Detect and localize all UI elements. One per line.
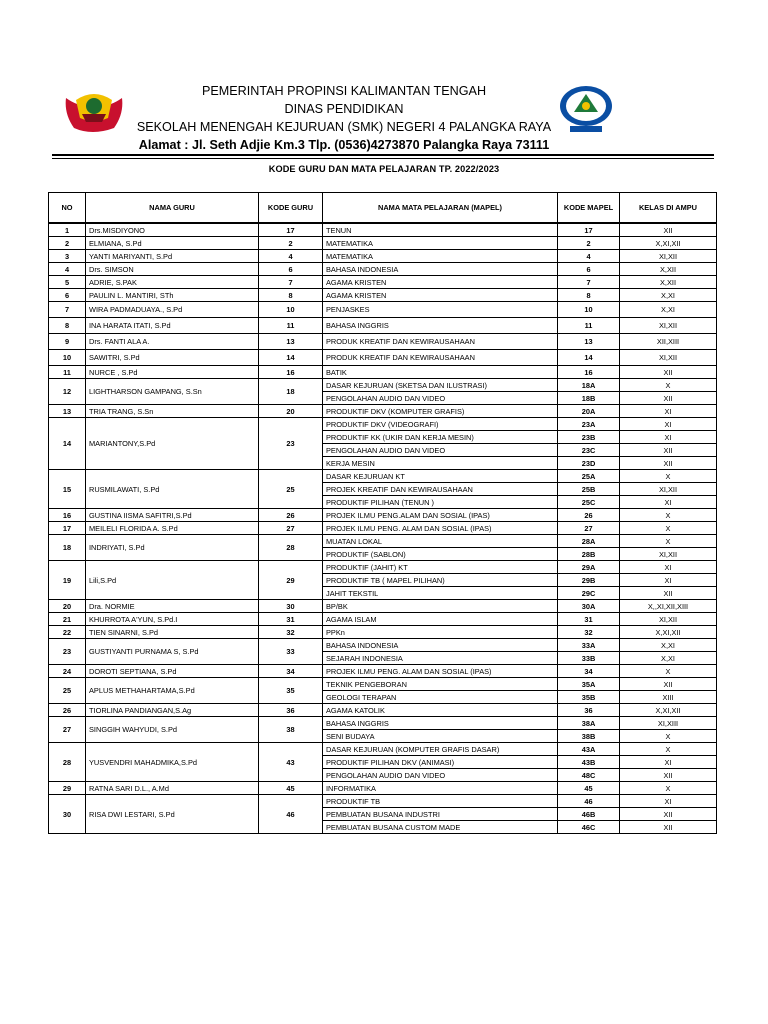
table-row [49,613,717,626]
table-row [49,318,717,334]
cell-teacher-name: DOROTI SEPTIANA, S.Pd [86,665,259,678]
cell-classes: X [620,509,717,522]
cell-subject-code: 6 [558,263,620,276]
table-row [49,600,717,613]
cell-subject-code: 31 [558,613,620,626]
cell-subject-name: AGAMA KATOLIK [323,704,558,717]
cell-teacher-code: 18 [259,379,323,405]
cell-subject-name: SEJARAH INDONESIA [323,652,558,665]
table-row [49,639,717,652]
cell-subject-code: 46C [558,821,620,834]
cell-subject-code: 28B [558,548,620,561]
cell-subject-name: PEMBUATAN BUSANA CUSTOM MADE [323,821,558,834]
cell-no: 5 [49,276,86,289]
column-header-kelas: KELAS DI AMPU [620,193,717,224]
cell-subject-name: MUATAN LOKAL [323,535,558,548]
cell-subject-name: AGAMA KRISTEN [323,289,558,302]
table-row [49,334,717,350]
cell-subject-name: PROJEK ILMU PENG. ALAM DAN SOSIAL (IPAS) [323,522,558,535]
cell-teacher-code: 25 [259,470,323,509]
cell-classes: XII [620,587,717,600]
cell-subject-code: 28A [558,535,620,548]
cell-classes: X,XI [620,289,717,302]
cell-classes: XI [620,418,717,431]
table-row [49,250,717,263]
cell-subject-name: DASAR KEJURUAN KT [323,470,558,483]
cell-no: 17 [49,522,86,535]
table-row [49,522,717,535]
letterhead-rule-thin [52,158,714,159]
cell-teacher-code: 17 [259,223,323,237]
cell-teacher-code: 27 [259,522,323,535]
cell-subject-code: 46B [558,808,620,821]
cell-subject-code: 18A [558,379,620,392]
cell-teacher-code: 34 [259,665,323,678]
cell-teacher-name: TRIA TRANG, S.Sn [86,405,259,418]
cell-no: 2 [49,237,86,250]
table-row [49,665,717,678]
cell-teacher-code: 11 [259,318,323,334]
cell-subject-name: PRODUK KREATIF DAN KEWIRAUSAHAAN [323,350,558,366]
table-row [49,704,717,717]
cell-classes: XI [620,405,717,418]
cell-teacher-name: WIRA PADMADUAYA., S.Pd [86,302,259,318]
cell-subject-name: PPKn [323,626,558,639]
cell-no: 25 [49,678,86,704]
cell-teacher-name: ELMIANA, S.Pd [86,237,259,250]
cell-teacher-code: 30 [259,600,323,613]
cell-subject-name: PENGOLAHAN AUDIO DAN VIDEO [323,392,558,405]
cell-classes: XII [620,678,717,691]
cell-no: 28 [49,743,86,782]
cell-subject-name: AGAMA ISLAM [323,613,558,626]
cell-classes: X,XII [620,263,717,276]
table-row [49,276,717,289]
cell-teacher-name: LIGHTHARSON GAMPANG, S.Sn [86,379,259,405]
cell-teacher-name: TIORLINA PANDIANGAN,S.Ag [86,704,259,717]
table-row [49,289,717,302]
cell-teacher-code: 20 [259,405,323,418]
cell-teacher-name: RUSMILAWATI, S.Pd [86,470,259,509]
cell-teacher-code: 26 [259,509,323,522]
cell-subject-name: BAHASA INDONESIA [323,639,558,652]
cell-subject-name: MATEMATIKA [323,250,558,263]
cell-classes: X [620,379,717,392]
cell-subject-name: INFORMATIKA [323,782,558,795]
cell-subject-code: 27 [558,522,620,535]
cell-teacher-name: ADRIE, S.PAK [86,276,259,289]
cell-no: 19 [49,561,86,600]
cell-no: 12 [49,379,86,405]
cell-subject-name: BATIK [323,366,558,379]
cell-classes: X,XI,XII [620,626,717,639]
cell-subject-name: GEOLOGI TERAPAN [323,691,558,704]
table-row [49,302,717,318]
cell-classes: XII [620,821,717,834]
cell-classes: X,XI,XII [620,704,717,717]
table-row [49,626,717,639]
table-row [49,405,717,418]
table-body [49,223,717,834]
cell-subject-code: 10 [558,302,620,318]
cell-subject-code: 25A [558,470,620,483]
cell-classes: XII,XIII [620,334,717,350]
cell-teacher-code: 29 [259,561,323,600]
column-header-no: NO [49,193,86,224]
cell-teacher-name: Drs. FANTI ALA A. [86,334,259,350]
cell-subject-code: 7 [558,276,620,289]
cell-subject-code: 18B [558,392,620,405]
cell-teacher-name: RATNA SARI D.L., A.Md [86,782,259,795]
cell-subject-name: PROJEK ILMU PENG.ALAM DAN SOSIAL (IPAS) [323,509,558,522]
cell-no: 11 [49,366,86,379]
cell-subject-name: BAHASA INDONESIA [323,263,558,276]
table-row [49,379,717,392]
table-row [49,223,717,237]
cell-subject-name: PRODUKTIF KK (UKIR DAN KERJA MESIN) [323,431,558,444]
cell-classes: XI,XII [620,548,717,561]
cell-subject-code: 33B [558,652,620,665]
cell-subject-name: PRODUKTIF PILIHAN DKV (ANIMASI) [323,756,558,769]
cell-classes: XI,XII [620,613,717,626]
cell-subject-name: PRODUKTIF DKV (KOMPUTER GRAFIS) [323,405,558,418]
cell-teacher-name: Lili,S.Pd [86,561,259,600]
cell-no: 7 [49,302,86,318]
cell-no: 18 [49,535,86,561]
cell-classes: XI [620,795,717,808]
table-row [49,717,717,730]
table-row [49,509,717,522]
cell-no: 26 [49,704,86,717]
column-header-mapel: NAMA MATA PELAJARAN (MAPEL) [323,193,558,224]
cell-subject-code: 38B [558,730,620,743]
cell-subject-code: 16 [558,366,620,379]
cell-classes: X [620,665,717,678]
cell-subject-code: 43A [558,743,620,756]
cell-classes: XII [620,444,717,457]
cell-subject-name: PRODUKTIF (JAHIT) KT [323,561,558,574]
cell-classes: XIII [620,691,717,704]
cell-teacher-name: INDRIYATI, S.Pd [86,535,259,561]
cell-teacher-code: 33 [259,639,323,665]
cell-subject-code: 45 [558,782,620,795]
cell-teacher-code: 38 [259,717,323,743]
cell-teacher-name: SAWITRI, S.Pd [86,350,259,366]
cell-subject-code: 35A [558,678,620,691]
cell-no: 27 [49,717,86,743]
document-title: KODE GURU DAN MATA PELAJARAN TP. 2022/2023 [268,164,500,174]
cell-subject-name: PRODUKTIF PILIHAN (TENUN ) [323,496,558,509]
cell-subject-code: 23B [558,431,620,444]
cell-classes: XII [620,457,717,470]
cell-classes: X [620,535,717,548]
cell-subject-code: 2 [558,237,620,250]
cell-teacher-code: 2 [259,237,323,250]
cell-no: 23 [49,639,86,665]
cell-subject-name: PENGOLAHAN AUDIO DAN VIDEO [323,444,558,457]
column-header-nama-guru: NAMA GURU [86,193,259,224]
cell-subject-code: 8 [558,289,620,302]
cell-teacher-name: GUSTINA IISMA SAFITRI,S.Pd [86,509,259,522]
cell-teacher-name: TIEN SINARNI, S.Pd [86,626,259,639]
cell-no: 8 [49,318,86,334]
cell-no: 4 [49,263,86,276]
cell-classes: X,XI,XII [620,237,717,250]
cell-teacher-name: Drs. SIMSON [86,263,259,276]
cell-teacher-code: 10 [259,302,323,318]
cell-teacher-name: YANTI MARIYANTI, S.Pd [86,250,259,263]
cell-subject-name: PRODUKTIF TB ( MAPEL PILIHAN) [323,574,558,587]
cell-teacher-code: 43 [259,743,323,782]
cell-subject-name: PEMBUATAN BUSANA INDUSTRI [323,808,558,821]
cell-no: 15 [49,470,86,509]
cell-subject-code: 26 [558,509,620,522]
cell-no: 3 [49,250,86,263]
cell-teacher-code: 8 [259,289,323,302]
table-row [49,350,717,366]
cell-classes: X,XI [620,652,717,665]
cell-subject-name: TEKNIK PENGEBORAN [323,678,558,691]
table-row [49,743,717,756]
cell-no: 16 [49,509,86,522]
cell-subject-name: BAHASA INGGRIS [323,318,558,334]
cell-subject-code: 11 [558,318,620,334]
cell-teacher-code: 13 [259,334,323,350]
cell-subject-code: 23A [558,418,620,431]
cell-classes: XII [620,392,717,405]
cell-no: 1 [49,223,86,237]
letterhead-line-2: DINAS PENDIDIKAN [284,102,404,116]
cell-subject-name: PRODUKTIF DKV (VIDEOGRAFI) [323,418,558,431]
cell-subject-code: 34 [558,665,620,678]
cell-subject-name: KERJA MESIN [323,457,558,470]
cell-subject-name: PENJASKES [323,302,558,318]
cell-teacher-code: 46 [259,795,323,834]
cell-subject-name: PRODUKTIF (SABLON) [323,548,558,561]
provincial-emblem-logo [62,84,126,134]
cell-classes: XII [620,808,717,821]
cell-teacher-name: INA HARATA ITATI, S.Pd [86,318,259,334]
table-row [49,470,717,483]
cell-classes: XI [620,431,717,444]
cell-subject-name: PROJEK ILMU PENG. ALAM DAN SOSIAL (IPAS) [323,665,558,678]
cell-no: 10 [49,350,86,366]
cell-subject-code: 4 [558,250,620,263]
teacher-subject-table [48,192,717,834]
cell-subject-code: 14 [558,350,620,366]
cell-classes: X,XI [620,302,717,318]
cell-no: 13 [49,405,86,418]
cell-teacher-name: SINGGIH WAHYUDI, S.Pd [86,717,259,743]
cell-classes: XI,XII [620,250,717,263]
cell-teacher-code: 7 [259,276,323,289]
cell-classes: XII [620,769,717,782]
cell-teacher-name: Drs.MISDIYONO [86,223,259,237]
cell-classes: XI [620,756,717,769]
cell-no: 24 [49,665,86,678]
cell-subject-code: 25B [558,483,620,496]
table-row [49,535,717,548]
cell-subject-name: PENGOLAHAN AUDIO DAN VIDEO [323,769,558,782]
cell-teacher-code: 35 [259,678,323,704]
cell-teacher-name: MEILELI FLORIDA A. S.Pd [86,522,259,535]
cell-classes: X,XI [620,639,717,652]
letterhead-address: Alamat : Jl. Seth Adjie Km.3 Tlp. (0536)4273870 Palangka Raya 73111 [138,138,550,152]
cell-no: 21 [49,613,86,626]
cell-teacher-code: 6 [259,263,323,276]
cell-subject-name: DASAR KEJURUAN (SKETSA DAN ILUSTRASI) [323,379,558,392]
cell-subject-code: 36 [558,704,620,717]
column-header-kode-guru: KODE GURU [259,193,323,224]
cell-teacher-code: 14 [259,350,323,366]
cell-classes: X,XII [620,276,717,289]
cell-subject-code: 13 [558,334,620,350]
table-row [49,366,717,379]
cell-subject-code: 29C [558,587,620,600]
cell-subject-code: 23C [558,444,620,457]
cell-subject-name: JAHIT TEKSTIL [323,587,558,600]
cell-teacher-code: 28 [259,535,323,561]
cell-teacher-code: 23 [259,418,323,470]
cell-teacher-code: 36 [259,704,323,717]
letterhead-rule-thick [52,154,714,156]
cell-no: 9 [49,334,86,350]
cell-subject-name: BAHASA INGGRIS [323,717,558,730]
cell-subject-code: 29A [558,561,620,574]
cell-subject-code: 46 [558,795,620,808]
cell-no: 29 [49,782,86,795]
cell-no: 14 [49,418,86,470]
cell-teacher-name: GUSTIYANTI PURNAMA S, S.Pd [86,639,259,665]
cell-classes: XI [620,574,717,587]
cell-classes: X [620,743,717,756]
cell-subject-code: 25C [558,496,620,509]
cell-teacher-name: APLUS METHAHARTAMA,S.Pd [86,678,259,704]
cell-teacher-code: 31 [259,613,323,626]
cell-classes: XI [620,561,717,574]
cell-classes: XI,XII [620,318,717,334]
cell-classes: XI [620,496,717,509]
cell-teacher-name: RISA DWI LESTARI, S.Pd [86,795,259,834]
cell-subject-code: 38A [558,717,620,730]
table-row [49,678,717,691]
cell-subject-name: DASAR KEJURUAN (KOMPUTER GRAFIS DASAR) [323,743,558,756]
cell-classes: XI,XII [620,483,717,496]
letterhead [124,82,564,154]
table-row [49,237,717,250]
cell-subject-code: 35B [558,691,620,704]
letterhead-line-3: SEKOLAH MENENGAH KEJURUAN (SMK) NEGERI 4 PALANGKA RAYA [136,120,552,134]
cell-subject-name: SENI BUDAYA [323,730,558,743]
cell-subject-name: AGAMA KRISTEN [323,276,558,289]
cell-subject-code: 30A [558,600,620,613]
cell-subject-name: BP/BK [323,600,558,613]
school-logo [556,82,616,136]
cell-no: 6 [49,289,86,302]
cell-classes: X,,XI,XII,XIII [620,600,717,613]
cell-subject-code: 20A [558,405,620,418]
cell-subject-code: 23D [558,457,620,470]
cell-classes: XI,XIII [620,717,717,730]
cell-subject-code: 29B [558,574,620,587]
cell-classes: XII [620,366,717,379]
table-row [49,795,717,808]
cell-subject-code: 32 [558,626,620,639]
cell-teacher-code: 16 [259,366,323,379]
cell-subject-name: MATEMATIKA [323,237,558,250]
cell-subject-code: 43B [558,756,620,769]
cell-classes: XII [620,223,717,237]
cell-no: 22 [49,626,86,639]
cell-no: 20 [49,600,86,613]
cell-subject-code: 33A [558,639,620,652]
table-row [49,561,717,574]
column-header-kode-mapel: KODE MAPEL [558,193,620,224]
cell-teacher-code: 4 [259,250,323,263]
cell-classes: X [620,730,717,743]
table-row [49,418,717,431]
cell-subject-code: 17 [558,223,620,237]
table-header-row [49,193,717,224]
cell-subject-name: PROJEK KREATIF DAN KEWIRAUSAHAAN [323,483,558,496]
letterhead-line-1: PEMERINTAH PROPINSI KALIMANTAN TENGAH [201,84,487,98]
cell-teacher-name: MARIANTONY,S.Pd [86,418,259,470]
cell-teacher-name: PAULIN L. MANTIRI, STh [86,289,259,302]
cell-no: 30 [49,795,86,834]
cell-subject-name: TENUN [323,223,558,237]
cell-subject-code: 48C [558,769,620,782]
cell-teacher-name: NURCE , S.Pd [86,366,259,379]
cell-classes: XI,XII [620,350,717,366]
table-row [49,782,717,795]
cell-classes: X [620,782,717,795]
cell-subject-name: PRODUK KREATIF DAN KEWIRAUSAHAAN [323,334,558,350]
cell-classes: X [620,470,717,483]
cell-subject-name: PRODUKTIF TB [323,795,558,808]
cell-teacher-name: YUSVENDRI MAHADMIKA,S.Pd [86,743,259,782]
cell-teacher-code: 45 [259,782,323,795]
cell-teacher-name: Dra. NORMIE [86,600,259,613]
cell-classes: X [620,522,717,535]
cell-teacher-code: 32 [259,626,323,639]
cell-teacher-name: KHURROTA A'YUN, S.Pd.I [86,613,259,626]
table-row [49,263,717,276]
